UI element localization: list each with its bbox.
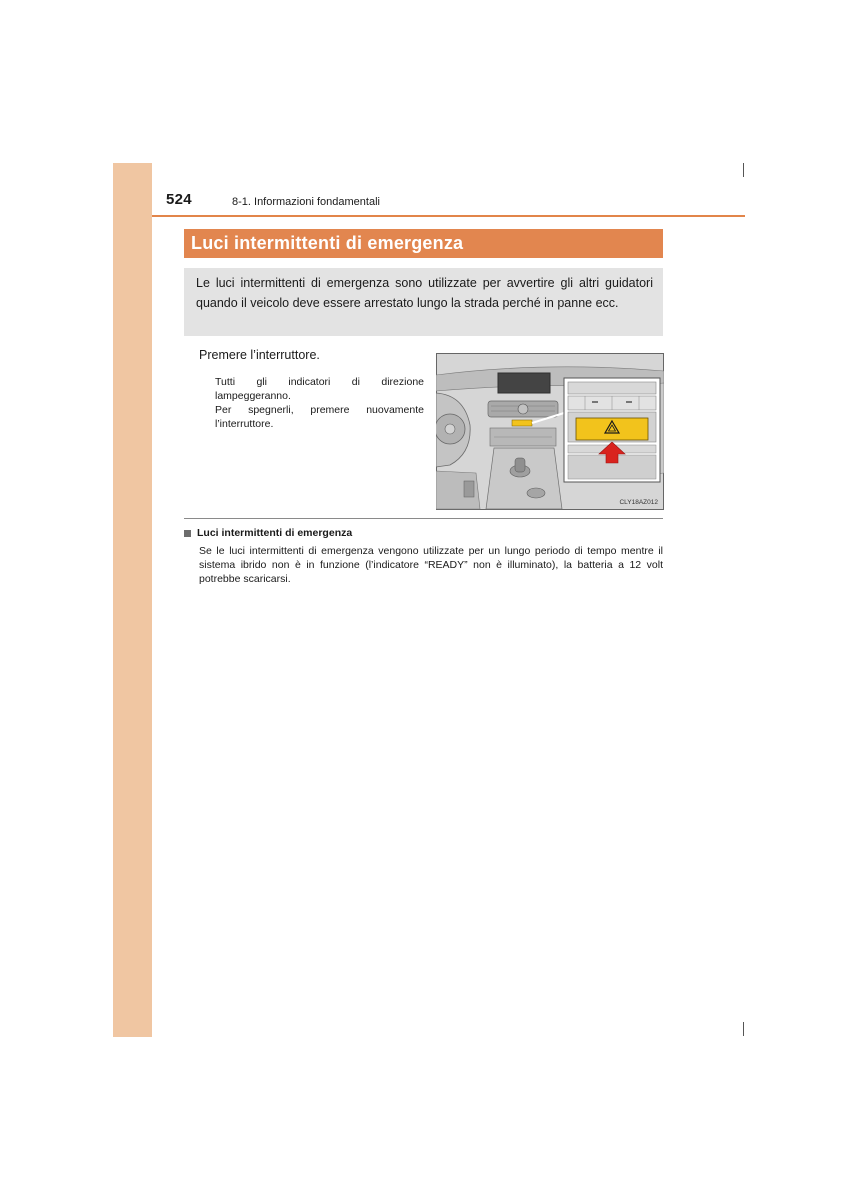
page-number: 524 [166, 191, 192, 208]
note-heading [184, 527, 352, 539]
chapter-sidebar-tab [113, 163, 152, 1037]
step-note-line-2: Per spegnerli, premere nuovamente l’interruttore. [215, 404, 424, 430]
hazard-switch-illustration [436, 353, 664, 510]
intro-text: Le luci intermittenti di emergenza sono utilizzate per avvertire gli altri guidatori quando il veicolo deve essere arrestato lungo la strada perché in panne ecc. [196, 276, 653, 310]
step-instruction: Premere l’interruttore. [199, 348, 320, 362]
step-note-line-1: Tutti gli indicatori di direzione lampeggeranno. [215, 376, 424, 402]
note-body: Se le luci intermittenti di emergenza vengono utilizzate per un lungo periodo di tempo mentre il sistema ibrido non è in funzione (l’indicatore “READY” non è illuminato), la batteria a 12 volt potrebbe scaricarsi. [199, 545, 663, 585]
square-bullet-icon [184, 530, 191, 537]
section-title: Luci intermittenti di emergenza [184, 229, 663, 258]
figure-code: CLY18AZ012 [619, 499, 658, 506]
crop-mark-top [743, 163, 744, 177]
header-rule [152, 215, 745, 217]
section-divider [184, 518, 663, 519]
note-heading-text: Luci intermittenti di emergenza [197, 527, 353, 539]
section-reference: 8-1. Informazioni fondamentali [232, 196, 380, 208]
crop-mark-bottom [743, 1022, 744, 1036]
intro-box [184, 268, 663, 336]
step-note [215, 375, 424, 431]
